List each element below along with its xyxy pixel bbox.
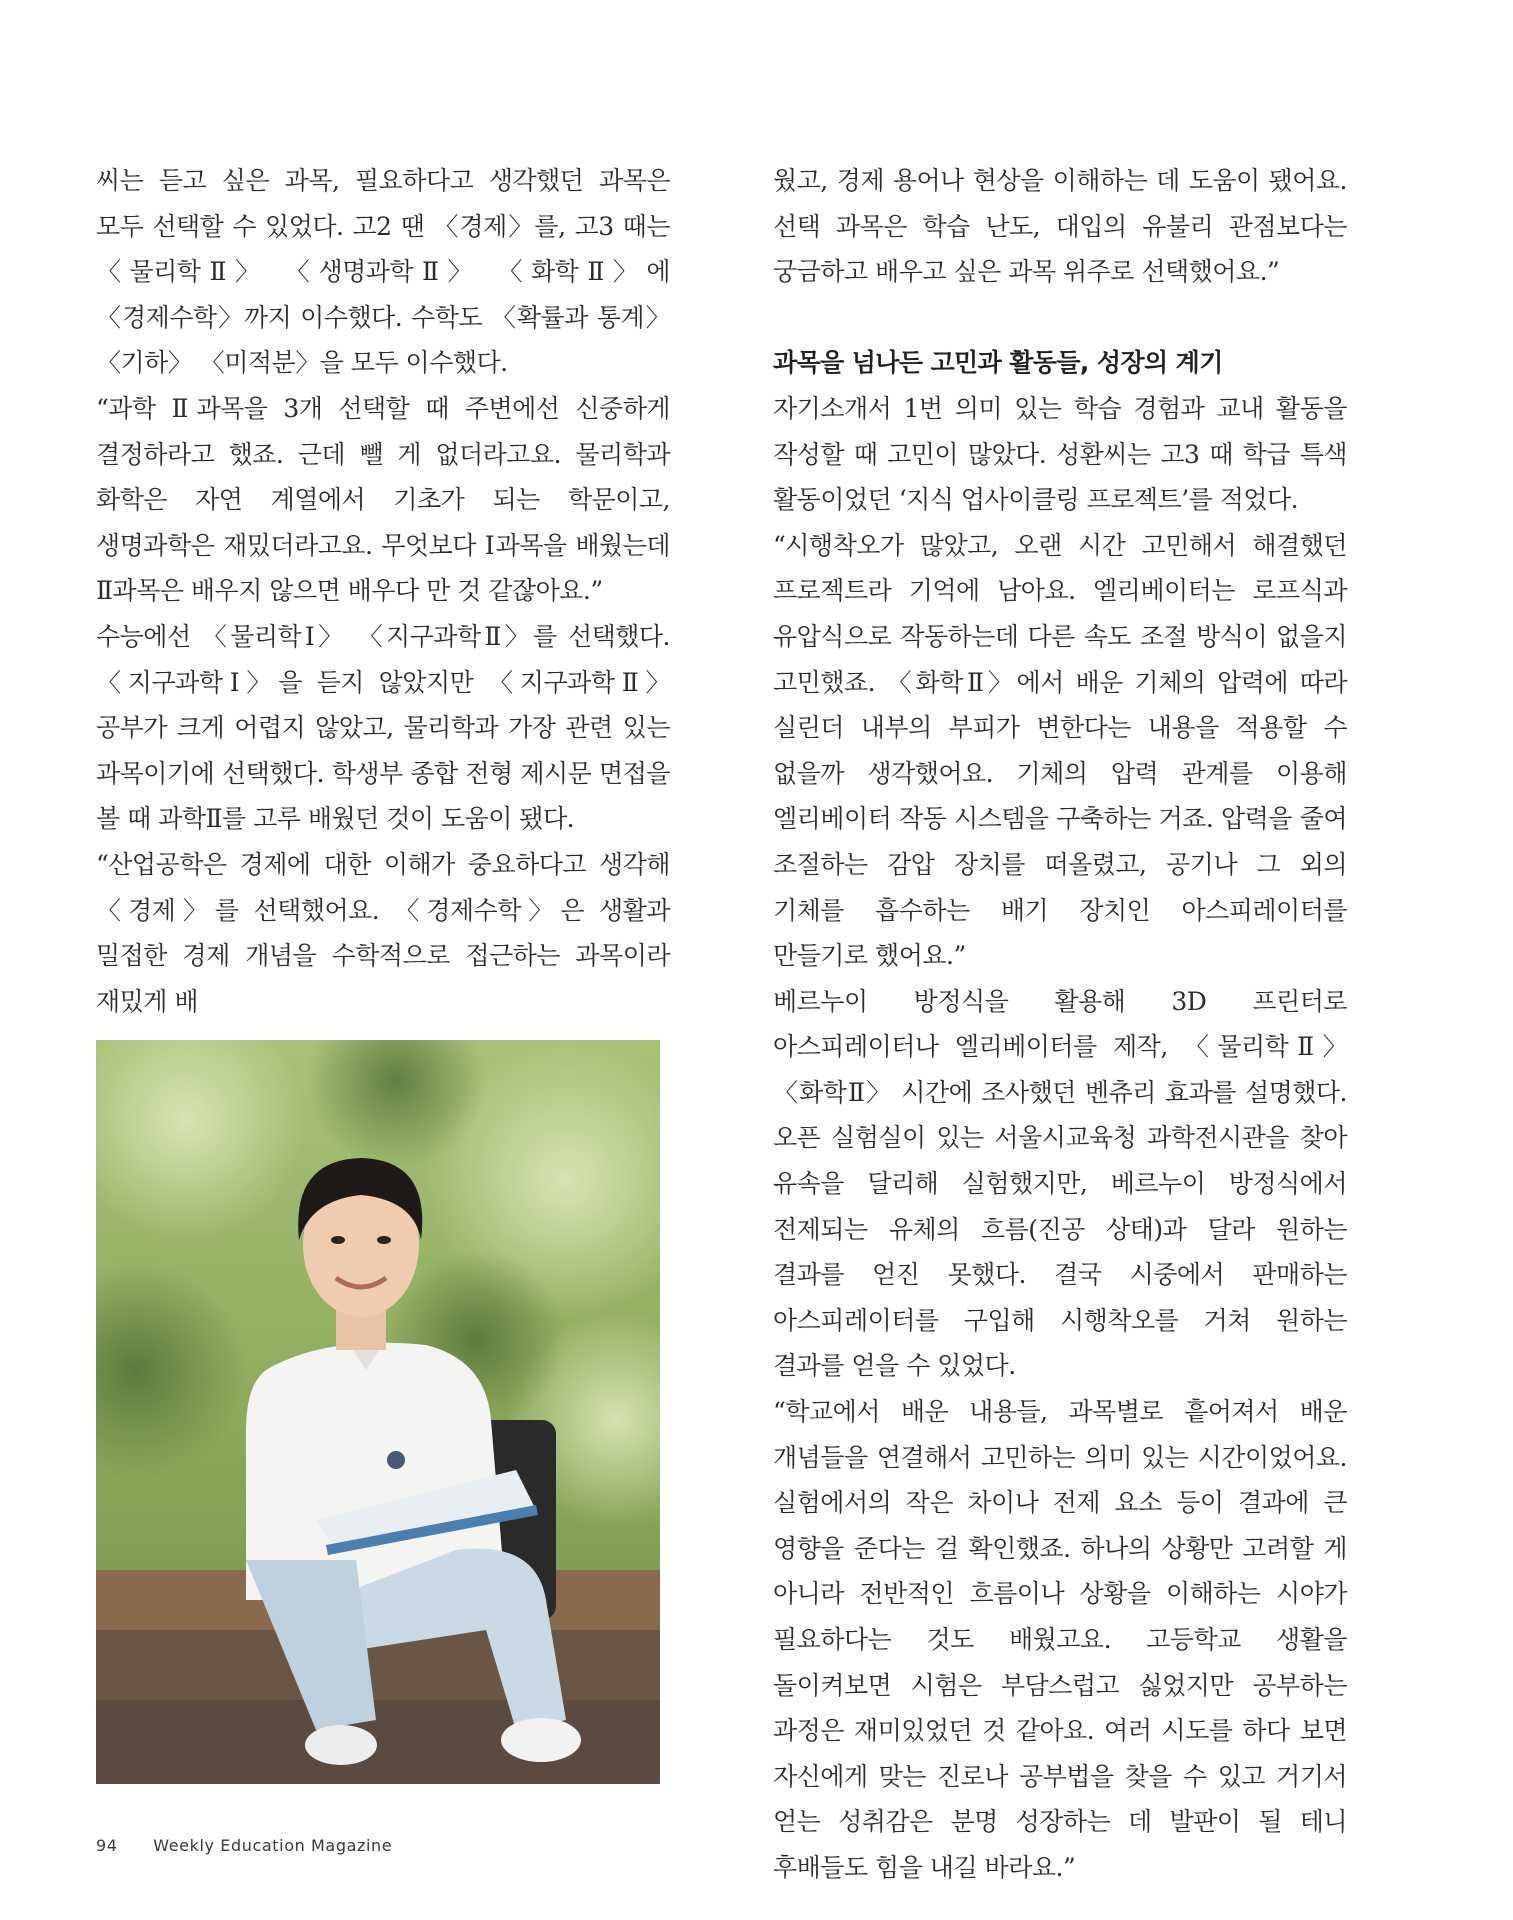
quote-paragraph: “산업공학은 경제에 대한 이해가 중요하다고 생각해 〈경제〉를 선택했어요. 〈경제수학〉은 생활과 밀접한 경제 개념을 수학적으로 접근하는 과목이라 재밌게 배 bbox=[96, 849, 670, 1016]
page-footer bbox=[96, 1836, 392, 1855]
right-column bbox=[773, 158, 1347, 1891]
quote-paragraph: “시행착오가 많았고, 오랜 시간 고민해서 해결했던 프로젝트라 기억에 남아요. 엘리베이터는 로프식과 유압식으로 작동하는데 다른 속도 조절 방식이 없을지 고민했죠. 〈화학Ⅱ〉에서 배운 기체의 압력에 따라 실린더 내부의 부피가 변한다는 내용을 적용할 수 없을까 생각했어요. 기체의 압력 관계를 이용해 엘리베이터 작동 시스템을 구축하는 거죠. 압력을 줄여 조절하는 감압 장치를 떠올렸고, 공기나 그 외의 기체를 흡수하는 배기 장치인 아스피레이터를 만들기로 했어요.” bbox=[773, 530, 1347, 971]
body-paragraph: 자기소개서 1번 의미 있는 학습 경험과 교내 활동을 작성할 때 고민이 많았다. 성환씨는 고3 때 학급 특색 활동이었던 ‘지식 업사이클링 프로젝트’를 적었다. bbox=[773, 393, 1347, 515]
body-paragraph: 씨는 듣고 싶은 과목, 필요하다고 생각했던 과목은 모두 선택할 수 있었다. 고2 땐 〈경제〉를, 고3 때는 〈물리학Ⅱ〉 〈생명과학Ⅱ〉 〈화학Ⅱ〉에 〈경제수학〉까지 이수했다. 수학도 〈확률과 통계〉 〈기하〉 〈미적분〉을 모두 이수했다. bbox=[96, 166, 670, 378]
left-column bbox=[96, 158, 670, 1024]
body-paragraph: 베르누이 방정식을 활용해 3D 프린터로 아스피레이터나 엘리베이터를 제작, 〈물리학Ⅱ〉 〈화학Ⅱ〉 시간에 조사했던 벤츄리 효과를 설명했다. 오픈 실험실이 있는 서울시교육청 과학전시관을 찾아 유속을 달리해 실험했지만, 베르누이 방정식에서 전제되는 유체의 흐름(진공 상태)과 달라 원하는 결과를 얻진 못했다. 결국 시중에서 판매하는 아스피레이터를 구입해 시행착오를 거쳐 원하는 결과를 얻을 수 있었다. bbox=[773, 986, 1347, 1381]
page-number: 94 bbox=[96, 1836, 118, 1855]
section-spacer bbox=[773, 295, 1347, 341]
student-photo bbox=[96, 1040, 660, 1784]
section-heading: 과목을 넘나든 고민과 활동들, 성장의 계기 bbox=[773, 348, 1223, 378]
body-paragraph: 수능에선 〈물리학Ⅰ〉 〈지구과학Ⅱ〉를 선택했다. 〈지구과학Ⅰ〉을 듣지 않았지만 〈지구과학Ⅱ〉 공부가 크게 어렵지 않았고, 물리학과 가장 관련 있는 과목이기에 선택했다. 학생부 종합 전형 제시문 면접을 볼 때 과학Ⅱ를 고루 배웠던 것이 도움이 됐다. bbox=[96, 621, 670, 834]
quote-paragraph: “학교에서 배운 내용들, 과목별로 흩어져서 배운 개념들을 연결해서 고민하는 의미 있는 시간이었어요. 실험에서의 작은 차이나 전제 요소 등이 결과에 큰 영향을 준다는 걸 확인했죠. 하나의 상황만 고려할 게 아니라 전반적인 흐름이나 상황을 이해하는 시야가 필요하다는 것도 배웠고요. 고등학교 생활을 돌이켜보면 시험은 부담스럽고 싫었지만 공부하는 과정은 재미있었던 것 같아요. 여러 시도를 하다 보면 자신에게 맞는 진로나 공부법을 찾을 수 있고 거기서 얻는 성취감은 분명 성장하는 데 발판이 될 테니 후배들도 힘을 내길 바라요.” bbox=[773, 1397, 1347, 1882]
magazine-name: Weekly Education Magazine bbox=[153, 1836, 393, 1855]
quote-continuation: 웠고, 경제 용어나 현상을 이해하는 데 도움이 됐어요. 선택 과목은 학습 난도, 대입의 유불리 관점보다는 궁금하고 배우고 싶은 과목 위주로 선택했어요.” bbox=[773, 166, 1347, 287]
quote-paragraph: “과학 Ⅱ과목을 3개 선택할 때 주변에선 신중하게 결정하라고 했죠. 근데 뺄 게 없더라고요. 물리학과 화학은 자연 계열에서 기초가 되는 학문이고, 생명과학은 재밌더라고요. 무엇보다 Ⅰ과목을 배웠는데 Ⅱ과목은 배우지 않으면 배우다 만 것 같잖아요.” bbox=[96, 393, 670, 606]
student-photo-illustration bbox=[96, 1040, 660, 1784]
